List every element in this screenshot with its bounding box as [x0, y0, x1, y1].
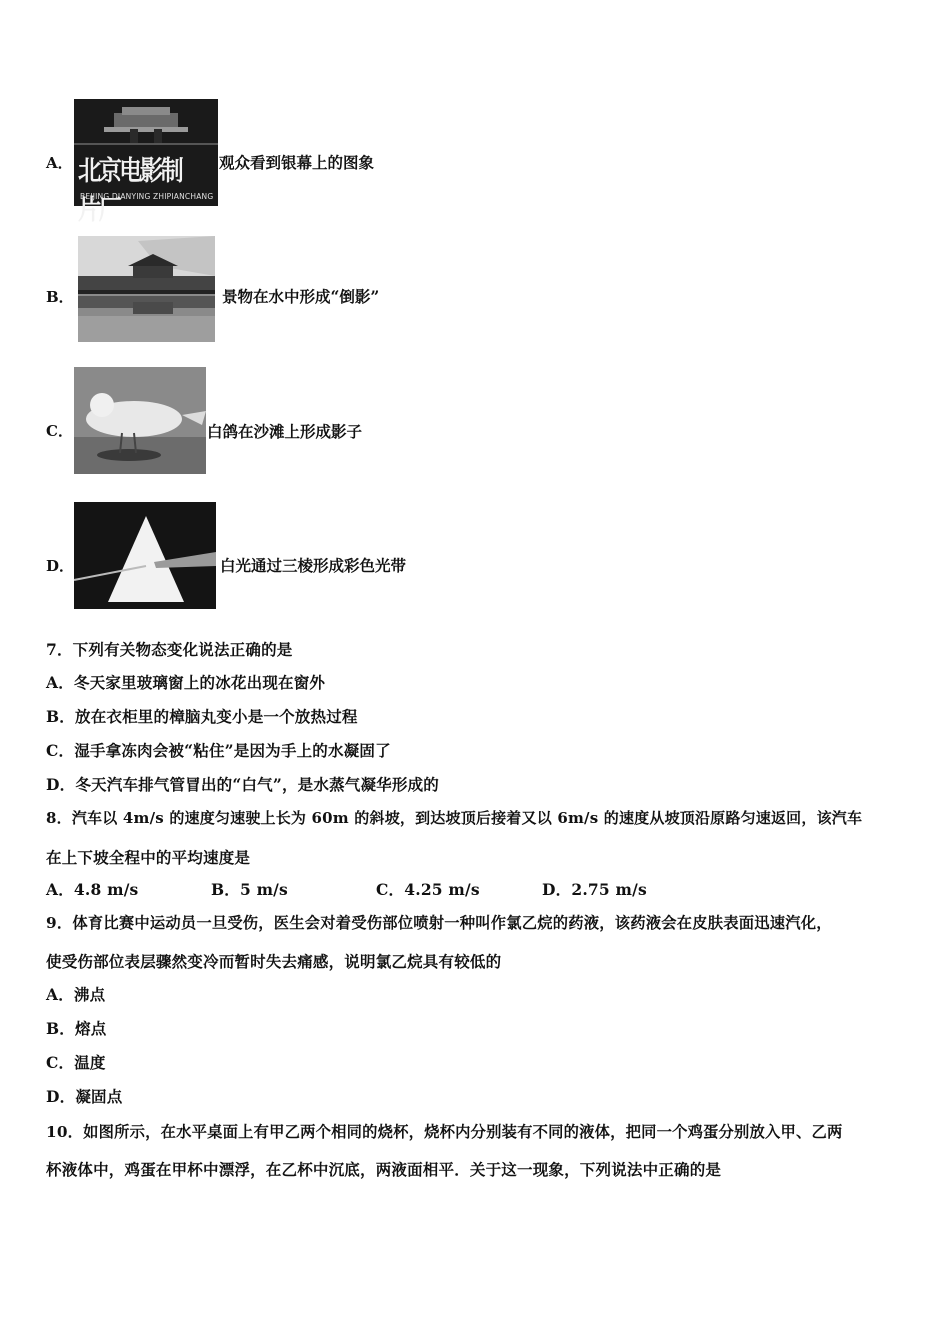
option-caption: 观众看到银幕上的图象 — [219, 153, 375, 172]
option-caption: 景物在水中形成“倒影” — [222, 287, 380, 306]
option-d: D．2.75 m/s — [542, 880, 647, 899]
prism-icon — [74, 502, 216, 609]
question-stem: 7．下列有关物态变化说法正确的是 — [46, 640, 293, 659]
option-a: A．4.8 m/s — [46, 880, 139, 899]
option-c: C．温度 — [46, 1053, 106, 1072]
reflection-image — [78, 236, 215, 342]
question-stem-cont: 在上下坡全程中的平均速度是 — [46, 848, 251, 867]
option-b: B．放在衣柜里的樟脑丸变小是一个放热过程 — [46, 707, 358, 726]
question-stem: 8．汽车以 4m/s 的速度匀速驶上长为 60m 的斜坡，到达坡顶后接着又以 6m/s 的速度从坡顶沿原路匀速返回，该汽车 — [46, 809, 863, 827]
option-b: B．熔点 — [46, 1019, 107, 1038]
logo-text: 北京电影制片厂 — [78, 156, 182, 226]
option-d: D．凝固点 — [46, 1087, 123, 1106]
question-stem-cont: 杯液体中，鸡蛋在甲杯中漂浮，在乙杯中沉底，两液面相平．关于这一现象，下列说法中正确的是 — [46, 1160, 722, 1179]
option-caption: 白光通过三棱形成彩色光带 — [220, 556, 407, 575]
film-studio-logo-image — [74, 99, 218, 226]
prism-image — [74, 502, 216, 609]
dove-shadow-image — [74, 367, 206, 474]
option-b: B．5 m/s — [211, 880, 288, 899]
option-letter: C． — [46, 422, 73, 440]
question-stem: 10．如图所示，在水平桌面上有甲乙两个相同的烧杯，烧杯内分别装有不同的液体，把同一个鸡蛋分别放入甲、乙两 — [46, 1123, 843, 1141]
option-c: C．4.25 m/s — [376, 880, 480, 899]
option-a: A．冬天家里玻璃窗上的冰花出现在窗外 — [46, 673, 326, 692]
option-caption: 白鸽在沙滩上形成影子 — [207, 422, 363, 441]
option-d: D．冬天汽车排气管冒出的“白气”，是水蒸气凝华形成的 — [46, 775, 439, 794]
logo-subtext: BEIJING DIANYING ZHIPIANCHANG — [80, 192, 214, 201]
dove-icon — [74, 367, 206, 474]
option-letter: D． — [46, 557, 75, 575]
option-letter: B． — [46, 288, 74, 306]
question-stem-cont: 使受伤部位表层骤然变冷而暂时失去痛感，说明氯乙烷具有较低的 — [46, 952, 502, 971]
question-stem: 9．体育比赛中运动员一旦受伤，医生会对着受伤部位喷射一种叫作氯乙烷的药液，该药液会在皮肤表面迅速汽化， — [46, 914, 832, 932]
option-letter: A． — [46, 154, 73, 172]
option-a: A．沸点 — [46, 985, 106, 1004]
option-c: C．湿手拿冻肉会被“粘住”是因为手上的水凝固了 — [46, 741, 391, 760]
